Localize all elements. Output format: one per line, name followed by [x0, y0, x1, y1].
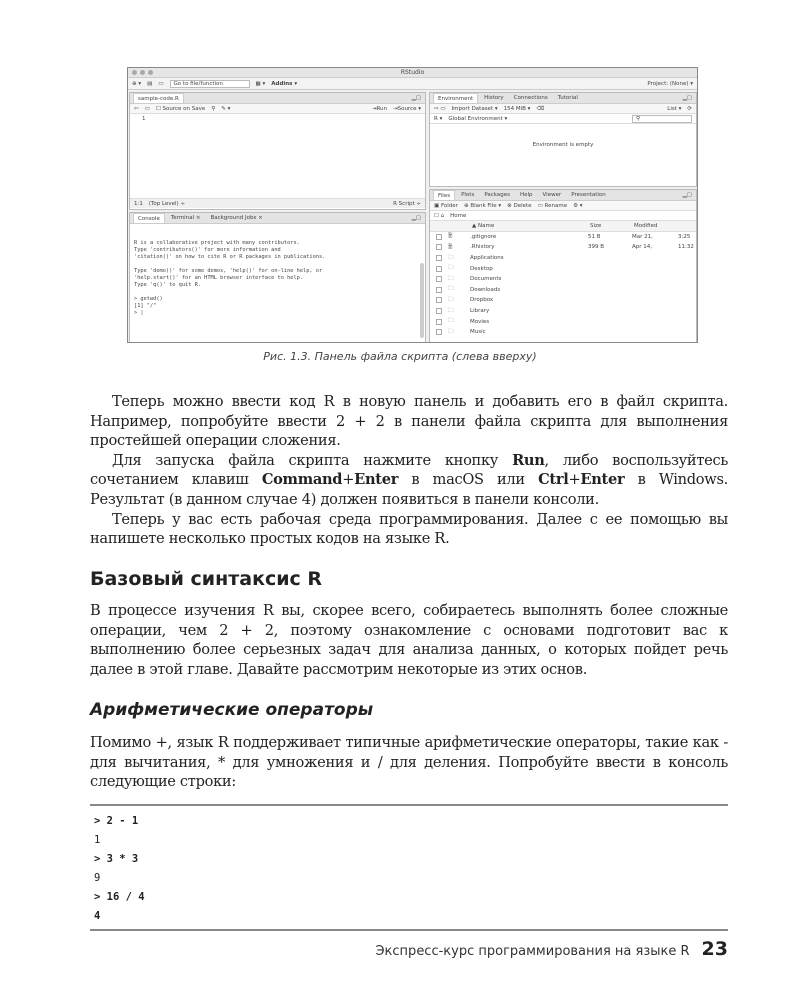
folder-icon: 🗀: [448, 265, 454, 272]
folder-icon: 🗀: [448, 307, 454, 314]
tab-script: sample-code.R: [133, 93, 184, 103]
scrollbar: [420, 263, 424, 338]
folder-icon: 🗀: [448, 318, 454, 325]
folder-icon: 🗀: [448, 275, 454, 282]
file-row[interactable]: [430, 316, 696, 327]
console-line: 'citation()' on how to cite R or R packages in publications.: [134, 254, 326, 260]
env-search-input: ⚲: [632, 115, 692, 123]
load-icon: ⇨ ▭: [434, 105, 446, 112]
tab-console: Console: [133, 213, 165, 223]
file-name[interactable]: Movies: [470, 318, 490, 325]
file-row[interactable]: [430, 274, 696, 285]
file-row[interactable]: [430, 232, 696, 243]
open-icon: ▤: [147, 80, 153, 87]
path-home: Home: [450, 212, 467, 219]
file-row[interactable]: [430, 253, 696, 264]
code-input-line: 4: [94, 910, 101, 922]
running-title: Экспресс-курс программирования на языке R: [375, 944, 690, 959]
file-row[interactable]: [430, 295, 696, 306]
wand-icon: ✎ ▾: [221, 105, 231, 112]
console-line: [134, 261, 421, 268]
rename-button: ▭ Rename: [537, 202, 568, 209]
file-time: 11:32: [678, 244, 694, 251]
scope-indicator: (Top Level) ÷: [148, 200, 186, 207]
language-select: R ▾: [434, 115, 443, 122]
tab-tutorial: Tutorial: [557, 95, 578, 101]
delete-button: ⊗ Delete: [507, 202, 532, 209]
console-line: R is a collaborative project with many contributors.: [134, 240, 300, 246]
source-on-save-checkbox: ☐ Source on Save: [155, 105, 206, 112]
import-dataset-button: Import Dataset ▾: [451, 105, 498, 112]
console-line: Type 'contributors()' for more information and: [134, 247, 281, 253]
code-output-line: 1: [94, 834, 101, 846]
tab-files: Files: [433, 190, 455, 200]
code-input-line: > 2 - 1: [94, 815, 139, 827]
file-type: R Script ÷: [393, 200, 421, 207]
rstudio-screenshot: [127, 67, 698, 343]
environment-select: Global Environment ▾: [448, 115, 508, 122]
row-checkbox[interactable]: [436, 287, 442, 293]
new-folder-button: ▣ Folder: [434, 202, 458, 209]
row-checkbox[interactable]: [436, 266, 442, 272]
file-name[interactable]: .gitignore: [470, 233, 497, 240]
file-modified: Apr 14,: [632, 244, 653, 251]
minimize-icon: ▁▢: [411, 215, 421, 221]
code-block: [90, 804, 728, 931]
list-view-button: List ▾: [667, 105, 682, 112]
memory-usage: 154 MiB ▾: [503, 105, 531, 112]
goto-file-input: Go to file/function: [170, 80, 250, 88]
code-input-line: > 3 * 3: [94, 853, 139, 865]
main-toolbar: [128, 78, 697, 90]
file-name[interactable]: Library: [470, 308, 490, 315]
section-heading: Базовый синтаксис R: [90, 568, 323, 590]
paragraph: В процессе изучения R вы, скорее всего, собираетесь выполнять более сложные операции, чем 2 + 2, поэтому ознакомление с основами подготовит вас к выполнению более серьезных задач для анализа данных, о которых пойдет речь далее в этой главе. Давайте рассмотрим некоторые из этих основ.: [90, 602, 728, 678]
row-checkbox[interactable]: [436, 255, 442, 261]
file-name[interactable]: Documents: [470, 276, 502, 283]
environment-empty: Environment is empty: [532, 142, 594, 148]
tab-history: History: [484, 95, 504, 101]
source-pane: [129, 92, 426, 210]
console-line: > |: [134, 310, 144, 316]
new-file-icon: ⊕ ▾: [132, 80, 142, 87]
file-name[interactable]: Downloads: [470, 286, 501, 293]
console-line: 'help.start()' for an HTML browser interface to help.: [134, 275, 304, 281]
subsection-text: [90, 733, 728, 792]
subsection-heading: Арифметические операторы: [90, 700, 374, 720]
project-menu: Project: (None) ▾: [647, 80, 693, 87]
save-icon: ▭: [158, 80, 164, 87]
console-line: Type 'demo()' for some demos, 'help()' for on-line help, or: [134, 268, 323, 274]
grid-icon: ▦ ▾: [255, 80, 266, 87]
console-line: [1] "/": [134, 303, 157, 309]
file-name[interactable]: .Rhistory: [470, 244, 495, 251]
page-footer: [375, 938, 728, 960]
file-row[interactable]: [430, 306, 696, 317]
col-modified: Modified: [634, 222, 658, 229]
file-icon: 🗎: [448, 233, 453, 240]
file-modified: Mar 21,: [632, 233, 653, 240]
page-number: 23: [701, 938, 728, 960]
file-name[interactable]: Applications: [470, 255, 504, 262]
files-header: [430, 221, 696, 232]
col-size: Size: [590, 222, 602, 229]
paragraph: Помимо +, язык R поддерживает типичные арифметические операторы, такие как - для вычитания, * для умножения и / для деления. Попробуйте ввести в консоль следующие строки:: [90, 734, 728, 791]
home-icon: ☐ ⌂: [434, 212, 445, 219]
console-pane: [129, 212, 426, 343]
line-number: 1: [142, 116, 146, 122]
file-name[interactable]: Desktop: [470, 265, 493, 272]
search-icon: ⚲: [211, 105, 216, 112]
console-output: [130, 224, 425, 317]
row-checkbox[interactable]: [436, 244, 442, 250]
tab-plots: Plots: [461, 192, 475, 198]
console-line: Type 'q()' to quit R.: [134, 282, 201, 288]
folder-icon: 🗀: [448, 286, 454, 293]
source-button: ⇥Source ▾: [392, 105, 421, 112]
row-checkbox[interactable]: [436, 329, 442, 335]
paragraph: Теперь у вас есть рабочая среда программирования. Далее с ее помощью вы напишете несколько простых кодов на языке R.: [90, 510, 728, 548]
file-icon: 🗎: [448, 243, 453, 250]
figure-caption: Рис. 1.3. Панель файла скрипта (слева вверху): [263, 350, 537, 363]
gear-icon: ⚙ ▾: [573, 202, 583, 209]
file-name[interactable]: Dropbox: [470, 297, 494, 304]
minimize-icon: ▁▢: [411, 95, 421, 101]
row-checkbox[interactable]: [436, 297, 442, 303]
section-text: [90, 601, 728, 679]
title-bar: [128, 68, 697, 78]
row-checkbox[interactable]: [436, 308, 442, 314]
run-button: ⇥Run: [371, 105, 387, 112]
refresh-icon: ⟳: [687, 105, 692, 112]
folder-icon: 🗀: [448, 296, 454, 303]
file-row[interactable]: [430, 327, 696, 338]
col-name: ▲ Name: [472, 222, 495, 229]
tab-background-jobs: Background Jobs ×: [210, 215, 263, 221]
file-name[interactable]: Music: [470, 329, 486, 336]
console-line: [134, 289, 421, 296]
file-time: 3:25: [678, 233, 691, 240]
file-row[interactable]: [430, 263, 696, 274]
file-size: 399 B: [588, 244, 605, 251]
paragraph: Теперь можно ввести код R в новую панель и добавить его в файл скрипта. Например, попробуйте ввести 2 + 2 в панели файла скрипта для выполнения простейшей операции сложения.: [90, 393, 728, 450]
tab-packages: Packages: [484, 192, 510, 198]
row-checkbox[interactable]: [436, 234, 442, 240]
addins-menu: Addins ▾: [271, 80, 298, 87]
tab-viewer: Viewer: [542, 192, 562, 198]
paragraph: Для запуска файла скрипта нажмите кнопку Run, либо воспользуйтесь сочетанием клавиш Command+Enter в macOS или Ctrl+Enter в Windows. Результат (в данном случае 4) должен появиться в панели консоли.: [90, 451, 728, 508]
tab-connections: Connections: [513, 95, 548, 101]
cursor-position: 1:1: [134, 200, 143, 207]
row-checkbox[interactable]: [436, 276, 442, 282]
window-title: RStudio: [400, 69, 425, 76]
tab-presentation: Presentation: [571, 192, 606, 198]
row-checkbox[interactable]: [436, 319, 442, 325]
folder-icon: 🗀: [448, 254, 454, 261]
tab-terminal: Terminal ×: [170, 215, 201, 221]
file-list: [430, 232, 696, 338]
intro-text: [90, 392, 728, 549]
minimize-icon: ▁▢: [682, 192, 692, 198]
save-icon: ▭: [144, 105, 150, 112]
folder-icon: 🗀: [448, 328, 454, 335]
files-pane: [429, 189, 697, 343]
environment-pane: [429, 92, 697, 187]
blank-file-button: ⊕ Blank File ▾: [463, 202, 502, 209]
file-row[interactable]: [430, 285, 696, 296]
tab-environment: Environment: [433, 93, 478, 103]
tab-help: Help: [519, 192, 533, 198]
file-size: 51 B: [588, 233, 601, 240]
broom-icon: ⌫: [536, 105, 545, 112]
code-output-line: 9: [94, 872, 101, 884]
file-row[interactable]: [430, 242, 696, 253]
back-icon: ⇦: [134, 105, 139, 112]
code-input-line: > 16 / 4: [94, 891, 145, 903]
console-line: > getwd(): [134, 296, 163, 302]
minimize-icon: ▁▢: [682, 95, 692, 101]
